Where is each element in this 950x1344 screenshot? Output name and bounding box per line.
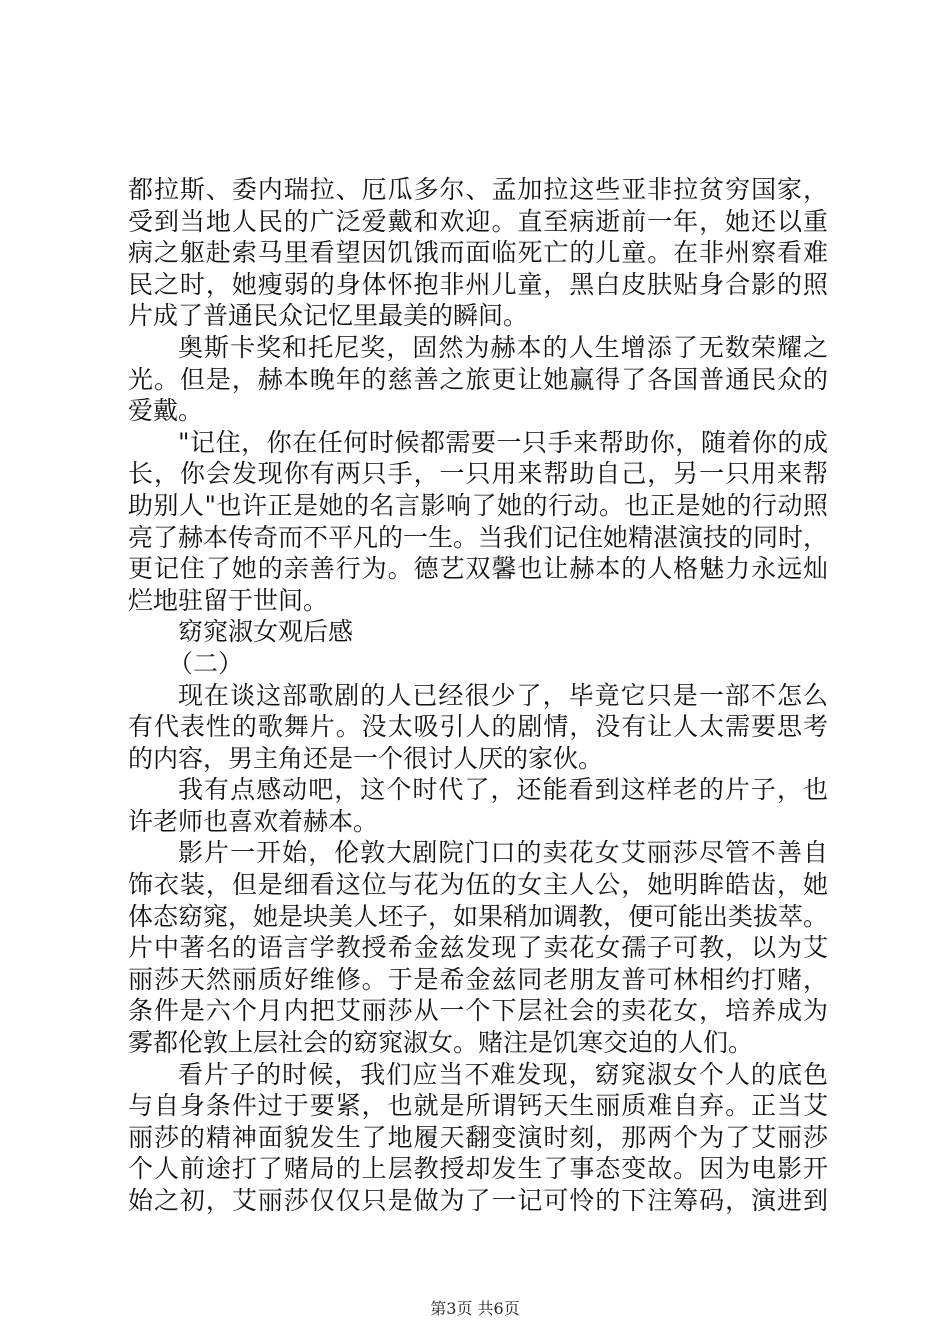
text-line: 受到当地人民的广泛爱戴和欢迎。直至病逝前一年，她还以重 — [128, 206, 828, 236]
text-line: 都拉斯、委内瑞拉、厄瓜多尔、孟加拉这些亚非拉贫穷国家， — [128, 175, 828, 204]
text-line: 个人前途打了赌局的上层教授却发生了事态变故。因为电影开 — [128, 1154, 828, 1184]
text-line: 丽莎的精神面貌发生了地履天翻变演时刻，那两个为了艾丽莎 — [128, 1122, 828, 1152]
section-title: 窈窕淑女观后感 — [178, 617, 354, 647]
text-line: 我有点感动吧，这个时代了，还能看到这样老的片子，也 — [178, 775, 828, 805]
text-line: 的内容，男主角还是一个很讨人厌的家伙。 — [128, 743, 604, 773]
text-line: 影片一开始，伦敦大剧院门口的卖花女艾丽莎尽管不善自 — [178, 838, 828, 868]
document-body — [128, 174, 828, 1217]
text-line: 爱戴。 — [128, 396, 204, 426]
page-number-footer: 第3页 共6页 — [430, 1299, 520, 1318]
text-line: 与自身条件过于要紧，也就是所谓钙天生丽质难自弃。正当艾 — [128, 1091, 828, 1121]
text-line: 丽莎天然丽质好维修。于是希金兹同老朋友普可林相约打赌， — [128, 964, 828, 994]
text-line: "记住，你在任何时候都需要一只手来帮助你，随着你的成 — [178, 427, 828, 457]
section-number: （二） — [168, 648, 244, 678]
text-line: 奥斯卡奖和托尼奖，固然为赫本的人生增添了无数荣耀之 — [178, 332, 828, 362]
text-line: 长，你会发现你有两只手，一只用来帮助自己，另一只用来帮 — [128, 459, 828, 489]
text-line: 雾都伦敦上层社会的窈窕淑女。赌注是饥寒交迫的人们。 — [128, 1028, 754, 1058]
text-line: 有代表性的歌舞片。没太吸引人的剧情，没有让人太需要思考 — [128, 712, 828, 742]
text-line: 病之躯赴索马里看望因饥饿而面临死亡的儿童。在非州察看难 — [128, 238, 828, 268]
text-line: 现在谈这部歌剧的人已经很少了，毕竟它只是一部不怎么 — [178, 680, 828, 710]
text-line: 片中著名的语言学教授希金兹发现了卖花女孺子可教，以为艾 — [128, 933, 828, 963]
text-line: 光。但是，赫本晚年的慈善之旅更让她赢得了各国普通民众的 — [128, 364, 828, 394]
text-line: 助别人"也许正是她的名言影响了她的行动。也正是她的行动照 — [128, 490, 828, 520]
text-line: 片成了普通民众记忆里最美的瞬间。 — [128, 301, 529, 331]
text-line: 始之初，艾丽莎仅仅只是做为了一记可怜的下注筹码，演进到 — [128, 1186, 828, 1215]
text-line: 许老师也喜欢着赫本。 — [128, 806, 379, 836]
text-line: 体态窈窕，她是块美人坯子，如果稍加调教，便可能出类拔萃。 — [128, 901, 828, 931]
text-line: 亮了赫本传奇而不平凡的一生。当我们记住她精湛演技的同时， — [128, 522, 828, 552]
text-line: 民之时，她瘦弱的身体怀抱非州儿童，黑白皮肤贴身合影的照 — [128, 269, 828, 299]
text-line: 烂地驻留于世间。 — [128, 585, 329, 615]
text-line: 条件是六个月内把艾丽莎从一个下层社会的卖花女，培养成为 — [128, 996, 828, 1026]
text-line: 看片子的时候，我们应当不难发现，窈窕淑女个人的底色 — [178, 1059, 828, 1089]
text-line: 饰衣装，但是细看这位与花为伍的女主人公，她明眸皓齿，她 — [128, 870, 828, 900]
text-line: 更记住了她的亲善行为。德艺双馨也让赫本的人格魅力永远灿 — [128, 554, 828, 584]
